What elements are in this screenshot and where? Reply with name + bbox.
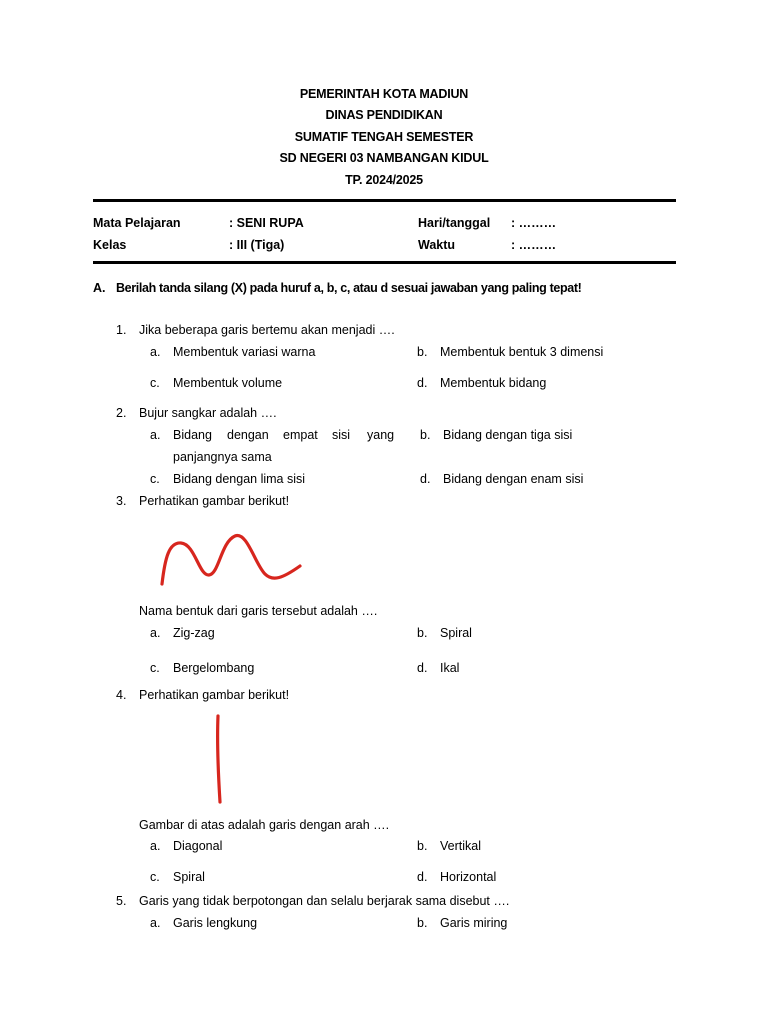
question-text: Perhatikan gambar berikut! (139, 688, 290, 702)
top-rule (93, 199, 676, 202)
option-a[interactable]: Zig-zag (173, 626, 215, 640)
time-label: Waktu (418, 238, 456, 252)
question-number: 4. (116, 688, 127, 702)
option-letter-d: d. (417, 376, 428, 390)
day-label: Hari/tanggal (418, 216, 491, 230)
option-a-word[interactable]: sisi (332, 428, 351, 442)
option-a[interactable]: Membentuk variasi warna (173, 345, 316, 359)
time-value: : ……… (511, 238, 557, 252)
subject-label: Mata Pelajaran (93, 216, 181, 230)
header-school: SD NEGERI 03 NAMBANGAN KIDUL (279, 151, 489, 165)
question-subtext: Gambar di atas adalah garis dengan arah …. (139, 818, 390, 832)
option-a-word[interactable]: Bidang (173, 428, 212, 442)
question-text: Perhatikan gambar berikut! (139, 494, 290, 508)
option-letter-c: c. (150, 870, 160, 884)
option-c[interactable]: Bidang dengan lima sisi (173, 472, 306, 486)
header-government: PEMERINTAH KOTA MADIUN (299, 87, 469, 101)
subject-value: : SENI RUPA (229, 216, 304, 230)
option-letter-d: d. (417, 661, 428, 675)
option-letter-b: b. (417, 345, 428, 359)
header-exam-title: SUMATIF TENGAH SEMESTER (294, 130, 474, 144)
question-number: 2. (116, 406, 127, 420)
question-number: 3. (116, 494, 127, 508)
option-letter-a: a. (150, 916, 161, 930)
option-a-word[interactable]: empat (283, 428, 318, 442)
option-d[interactable]: Membentuk bidang (440, 376, 547, 390)
option-letter-a: a. (150, 428, 161, 442)
question-text: Jika beberapa garis bertemu akan menjadi …. (139, 323, 395, 337)
section-letter: A. (93, 281, 106, 295)
option-letter-c: c. (150, 472, 160, 486)
option-b[interactable]: Membentuk bentuk 3 dimensi (440, 345, 604, 359)
option-c[interactable]: Bergelombang (173, 661, 255, 675)
option-c[interactable]: Spiral (173, 870, 205, 884)
class-value: : III (Tiga) (229, 238, 285, 252)
option-letter-a: a. (150, 345, 161, 359)
vertical-line-image (208, 710, 228, 810)
option-letter-b: b. (417, 916, 428, 930)
option-letter-a: a. (150, 839, 161, 853)
option-b[interactable]: Bidang dengan tiga sisi (443, 428, 573, 442)
option-b[interactable]: Spiral (440, 626, 472, 640)
question-text: Bujur sangkar adalah …. (139, 406, 277, 420)
option-letter-c: c. (150, 661, 160, 675)
class-label: Kelas (93, 238, 127, 252)
option-letter-a: a. (150, 626, 161, 640)
option-a[interactable]: Garis lengkung (173, 916, 258, 930)
option-a-word[interactable]: yang (367, 428, 395, 442)
option-letter-d: d. (420, 472, 431, 486)
option-a[interactable]: Diagonal (173, 839, 223, 853)
option-d[interactable]: Ikal (440, 661, 460, 675)
option-a-line2[interactable]: panjangnya sama (173, 450, 272, 464)
option-letter-b: b. (417, 626, 428, 640)
option-letter-b: b. (417, 839, 428, 853)
option-b[interactable]: Vertikal (440, 839, 481, 853)
day-value: : ……… (511, 216, 557, 230)
question-text: Garis yang tidak berpotongan dan selalu berjarak sama disebut …. (139, 894, 510, 908)
option-a-word[interactable]: dengan (227, 428, 269, 442)
option-letter-b: b. (420, 428, 431, 442)
question-subtext: Nama bentuk dari garis tersebut adalah …. (139, 604, 378, 618)
header-department: DINAS PENDIDIKAN (325, 108, 443, 122)
option-b[interactable]: Garis miring (440, 916, 508, 930)
option-letter-d: d. (417, 870, 428, 884)
section-instruction: Berilah tanda silang (X) pada huruf a, b, c, atau d sesuai jawaban yang paling tepat! (116, 281, 582, 295)
header-year: TP. 2024/2025 (345, 173, 423, 187)
option-d[interactable]: Horizontal (440, 870, 497, 884)
option-c[interactable]: Membentuk volume (173, 376, 283, 390)
question-number: 1. (116, 323, 127, 337)
bottom-rule (93, 261, 676, 264)
wavy-line-image (155, 528, 305, 588)
option-letter-c: c. (150, 376, 160, 390)
question-number: 5. (116, 894, 127, 908)
option-d[interactable]: Bidang dengan enam sisi (443, 472, 584, 486)
